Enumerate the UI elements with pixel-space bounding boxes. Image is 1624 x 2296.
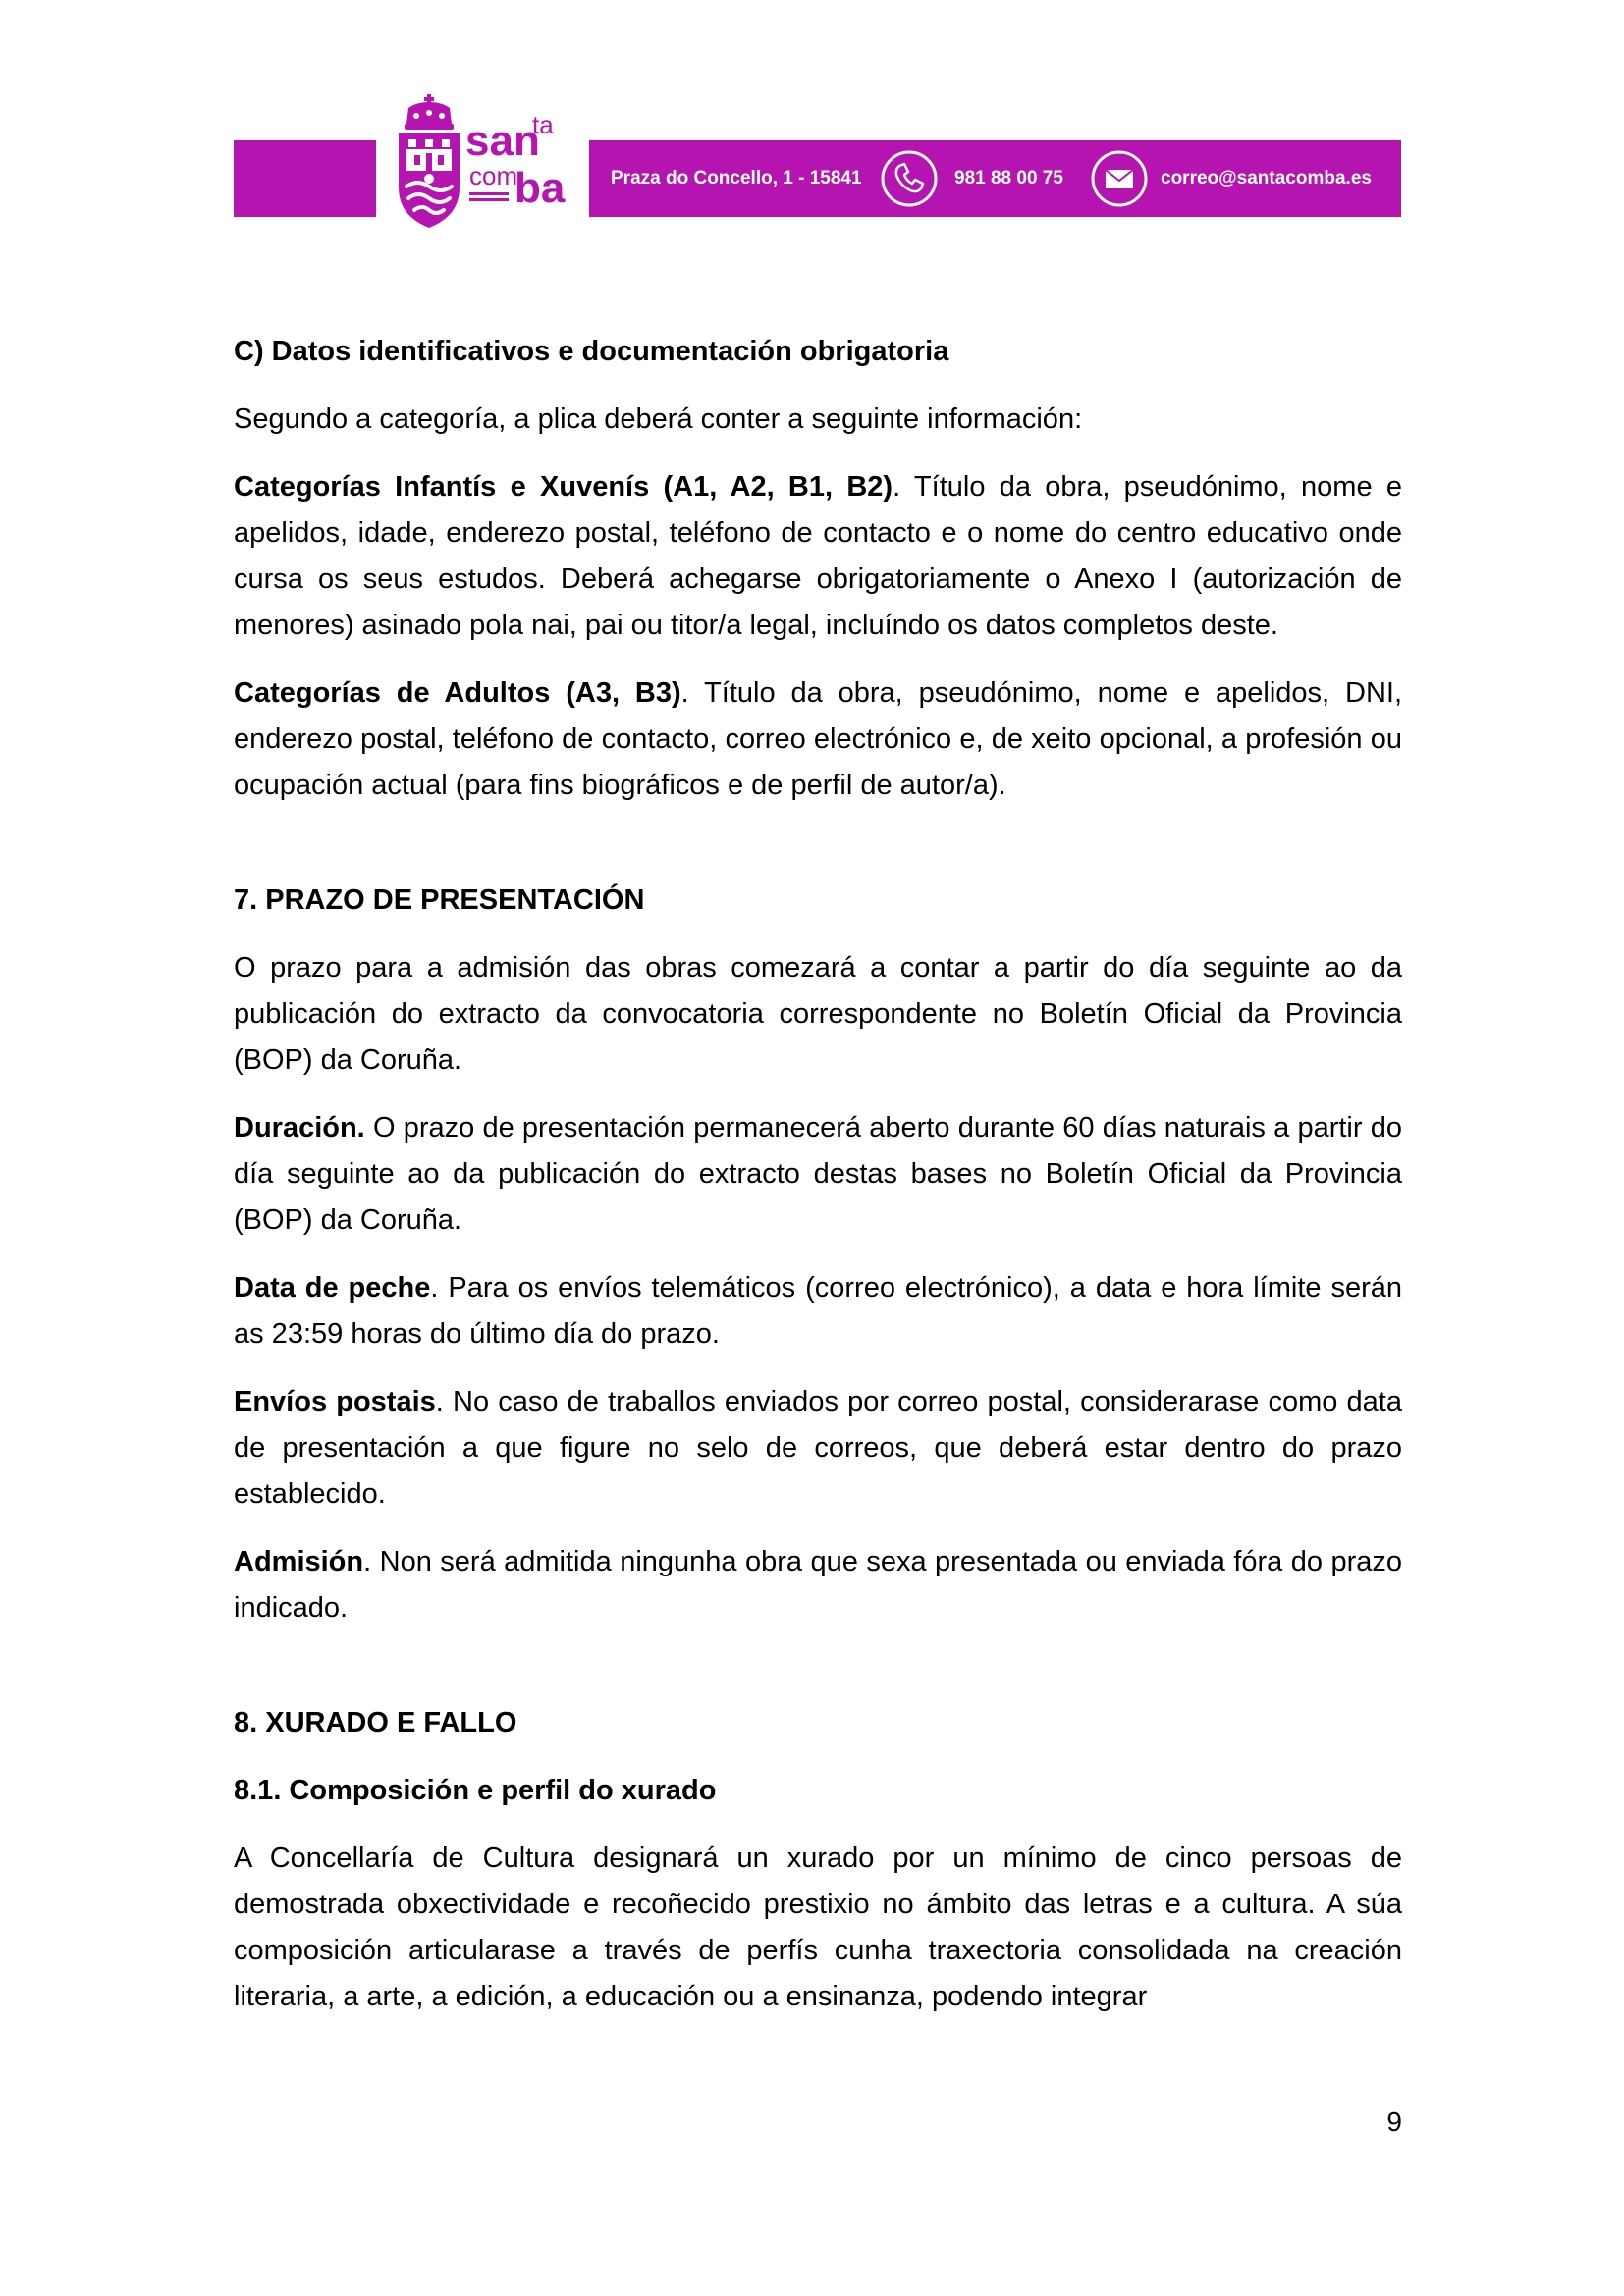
section-heading: 7. PRAZO DE PRESENTACIÓN: [234, 884, 645, 916]
santa-comba-logo: [395, 94, 571, 230]
paragraph: [234, 1105, 1402, 1244]
paragraph-lead: Admisión: [234, 1546, 364, 1577]
logo-word-ba: ba: [514, 164, 566, 212]
paragraph-text: . Título da obra, pseudónimo, nome e apelidos, idade, enderezo postal, teléfono de contacto e o nome do centro educativo onde cursa os seus estudos. Deberá achegarse obrigatoriamente o Anexo I (autorización de menores) asinado pola nai, pai ou titor/a legal, incluíndo os datos completos deste.: [234, 471, 1402, 641]
paragraph-lead: Data de peche: [234, 1272, 431, 1304]
paragraph-text: . No caso de traballos enviados por correo postal, considerarase como data de presentación a que figure no selo de correos, que deberá estar dentro do prazo establecido.: [234, 1386, 1402, 1510]
santa-comba-crest-svg: [395, 94, 571, 230]
paragraph: [234, 1379, 1402, 1518]
paragraph-lead: Envíos postais: [234, 1386, 436, 1417]
paragraph: [234, 1265, 1402, 1358]
header-phone[interactable]: 981 88 00 75: [954, 168, 1063, 188]
paragraph-text: O prazo para a admisión das obras comezará a contar a partir do día seguinte ao da publicación do extracto da convocatoria correspondente no Boletín Oficial da Provincia (BOP) da Coruña.: [234, 952, 1402, 1076]
envelope-icon: [1090, 149, 1149, 208]
paragraph-text: . Non será admitida ningunha obra que sexa presentada ou enviada fóra do prazo indicado.: [234, 1546, 1402, 1624]
paragraph-lead: Categorías de Adultos (A3, B3): [234, 677, 681, 709]
paragraph: [234, 397, 1402, 443]
paragraph: [234, 670, 1402, 809]
paragraph: [234, 464, 1402, 649]
header-address: Praza do Concello, 1 - 15841: [611, 168, 862, 188]
logo-word-ta: ta: [532, 110, 554, 139]
subsection-heading: C) Datos identificativos e documentación obrigatoria: [234, 336, 949, 367]
paragraph-text: A Concellaría de Cultura designará un xurado por un mínimo de cinco persoas de demostrada obxectividade e recoñecido prestixio no ámbito das letras e a cultura. A súa composición articularase a través de perfís cunha traxectoria consolidada na creación literaria, a arte, a edición, a educación ou a ensinanza, podendo integrar: [234, 1842, 1402, 2012]
paragraph-text: . Título da obra, pseudónimo, nome e apelidos, DNI, enderezo postal, teléfono de contacto, correo electrónico e, de xeito opcional, a profesión ou ocupación actual (para fins biográficos e de perfil de autor/a).: [234, 677, 1402, 801]
paragraph-lead: Categorías Infantís e Xuvenís (A1, A2, B1, B2): [234, 471, 893, 503]
subsection-heading: 8.1. Composición e perfil do xurado: [234, 1775, 717, 1806]
phone-icon: [880, 149, 939, 208]
paragraph-text: Segundo a categoría, a plica deberá conter a seguinte información:: [234, 403, 1083, 435]
section-heading: 8. XURADO E FALLO: [234, 1707, 517, 1738]
paragraph: [234, 1836, 1402, 2020]
document-body: [234, 329, 1402, 2042]
logo-word-com: com: [469, 161, 518, 190]
header-left-bar: [234, 140, 376, 217]
paragraph: [234, 945, 1402, 1084]
paragraph-lead: Duración.: [234, 1112, 365, 1144]
logo-word-san: san: [465, 117, 540, 165]
header-email[interactable]: correo@santacomba.es: [1161, 168, 1372, 188]
paragraph-text: . Para os envíos telemáticos (correo electrónico), a data e hora límite serán as 23:59 horas do último día do prazo.: [234, 1272, 1403, 1350]
paragraph: [234, 1539, 1402, 1631]
header-contact-bar: [589, 140, 1401, 217]
page-number: 9: [1386, 2107, 1402, 2137]
paragraph-text: O prazo de presentación permanecerá aberto durante 60 días naturais a partir do día seguinte ao da publicación do extracto destas bases no Boletín Oficial da Provincia (BOP) da Coruña.: [234, 1112, 1402, 1236]
